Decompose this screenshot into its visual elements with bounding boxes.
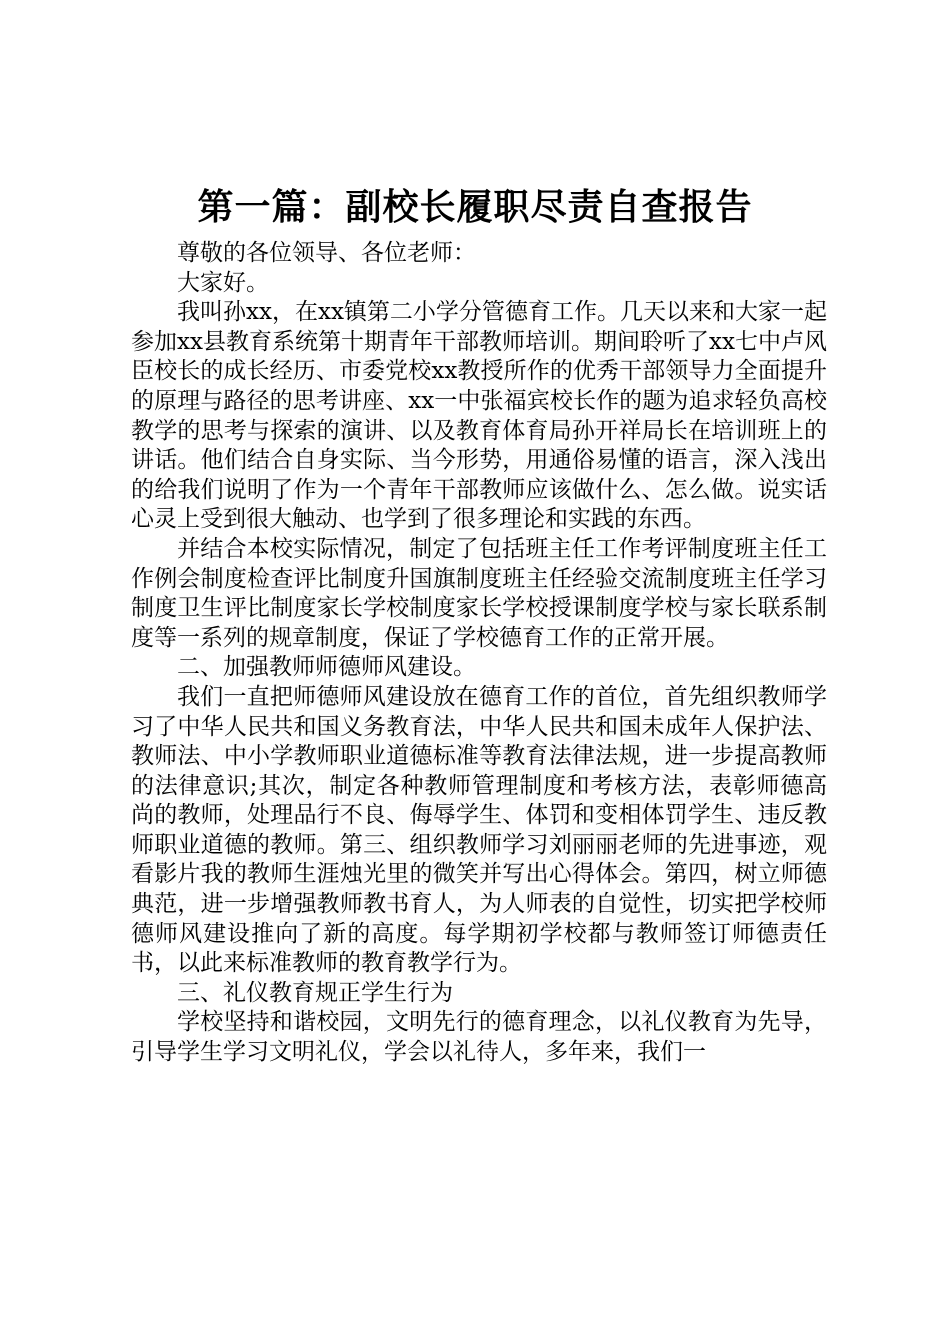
document-body [131,239,827,1068]
section-heading-teacher-ethics: 二、加强教师师德师风建设。 [177,654,476,681]
document-title: 第一篇：副校长履职尽责自查报告 [197,187,753,228]
paragraph-regulations: 并结合本校实际情况，制定了包括班主任工作考评制度班主任工作例会制度检查评比制度升国旗制度班主任经验交流制度班主任学习制度卫生评比制度家长学校制度家长学校授课制度学校与家长联系制度等一系列的规章制度，保证了学校德育工作的正常开展。 [131,535,827,651]
paragraph-etiquette: 学校坚持和谐校园，文明先行的德育理念，以礼仪教育为先导，引导学生学习文明礼仪，学会以礼待人，多年来，我们一 [131,1009,827,1066]
paragraph-introduction: 我叫孙xx，在xx镇第二小学分管德育工作。几天以来和大家一起参加xx县教育系统第十期青年干部教师培训。期间聆听了xx七中卢风臣校长的成长经历、市委党校xx教授所作的优秀干部领导力全面提升的原理与路径的思考讲座、xx一中张福宾校长作的题为追求轻负高校教学的思考与探索的演讲、以及教育体育局孙开祥局长在培训班上的讲话。他们结合自身实际、当今形势，用通俗易懂的语言，深入浅出的给我们说明了作为一个青年干部教师应该做什么、怎么做。说实话心灵上受到很大触动、也学到了很多理论和实践的东西。 [131,299,827,533]
paragraph-teacher-ethics: 我们一直把师德师风建设放在德育工作的首位，首先组织教师学习了中华人民共和国义务教育法，中华人民共和国未成年人保护法、教师法、中小学教师职业道德标准等教育法律法规，进一步提高教师的法律意识;其次，制定各种教师管理制度和考核方法，表彰师德高尚的教师，处理品行不良、侮辱学生、体罚和变相体罚学生、违反教师职业道德的教师。第三、组织教师学习刘丽丽老师的先进事迹，观看影片我的教师生涯烛光里的微笑并写出心得体会。第四，树立师德典范，进一步增强教师教书育人，为人师表的自觉性，切实把学校师德师风建设推向了新的高度。每学期初学校都与教师签订师德责任书，以此来标准教师的教育教学行为。 [131,683,827,977]
section-heading-etiquette: 三、礼仪教育规正学生行为 [177,979,453,1006]
greeting: 大家好。 [177,269,269,296]
salutation: 尊敬的各位领导、各位老师： [177,240,476,266]
